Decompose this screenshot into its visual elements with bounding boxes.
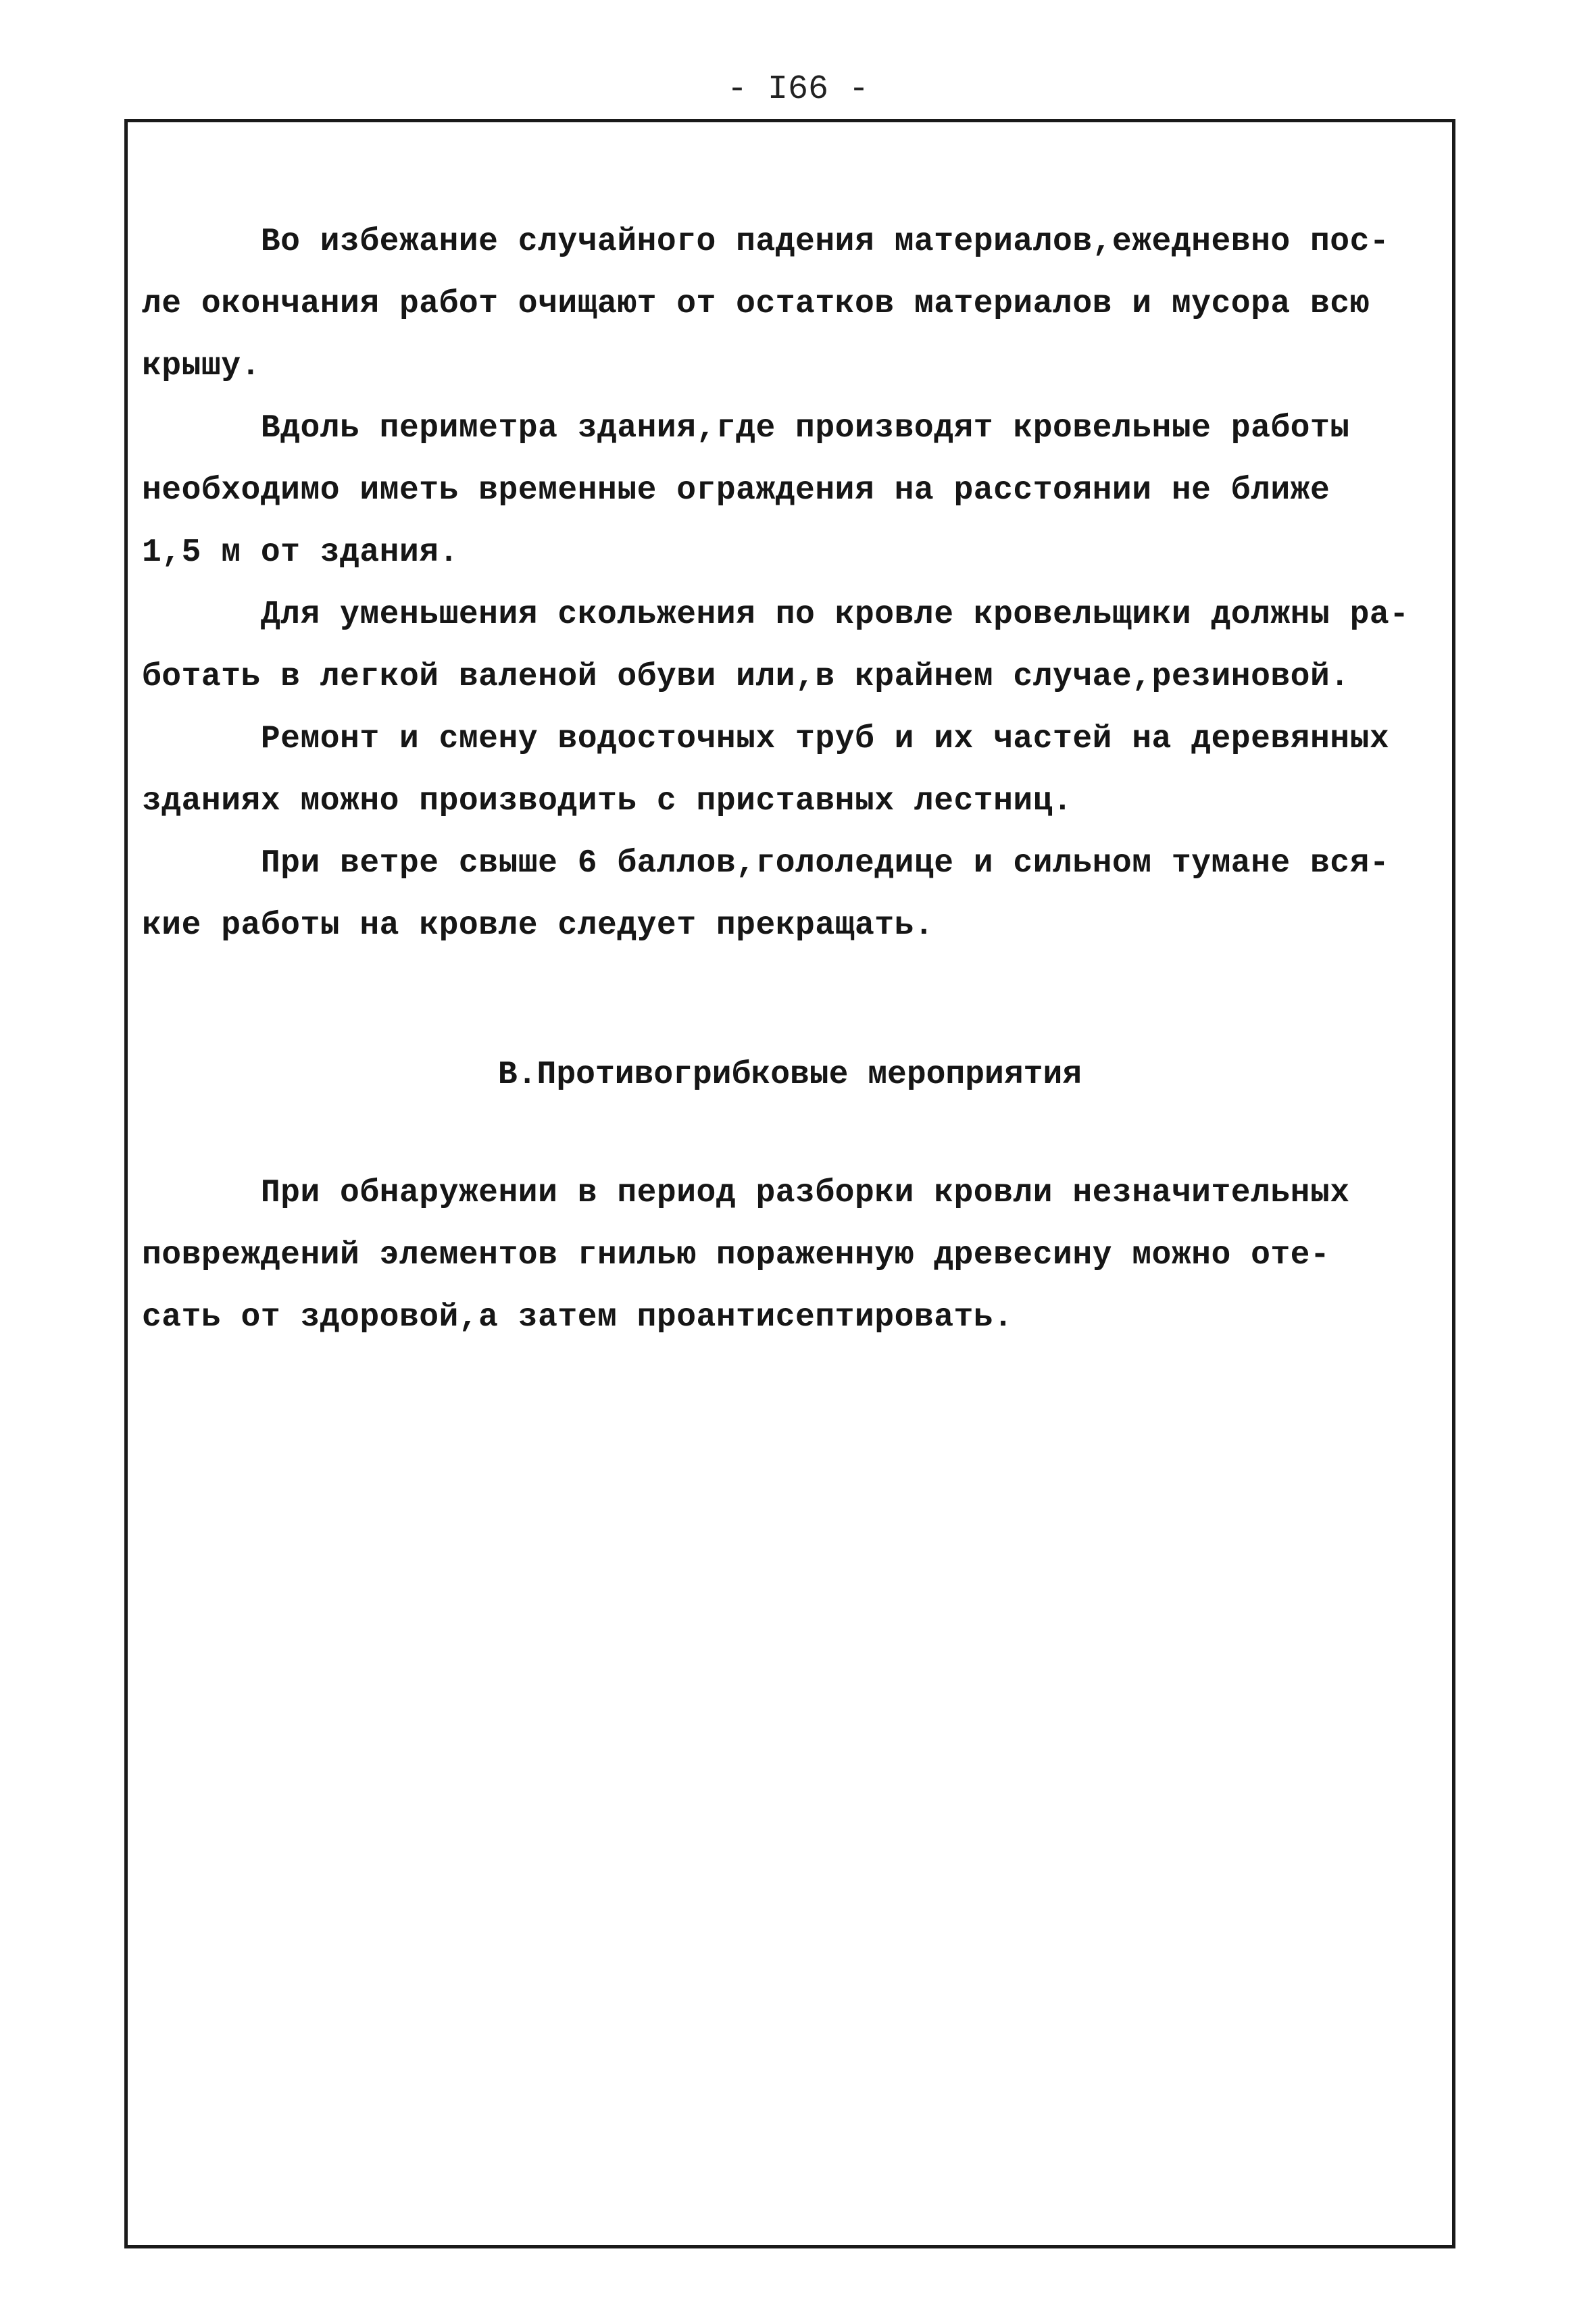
section-heading: В.Противогрибковые мероприятия bbox=[497, 1057, 1082, 1093]
paragraph-roof-cleaning bbox=[142, 211, 1453, 397]
text-line: сать от здоровой,а затем проантисептировать. bbox=[142, 1299, 1014, 1336]
text-line: При ветре свыше 6 баллов,гололедице и сильном тумане вся- bbox=[142, 845, 1390, 882]
text-line: Во избежание случайного падения материалов,ежедневно пос- bbox=[142, 224, 1390, 260]
text-line: 1,5 м от здания. bbox=[142, 534, 459, 571]
paragraph-weather-stop bbox=[142, 832, 1453, 957]
text-line: Для уменьшения скольжения по кровле кровельщики должны ра- bbox=[142, 597, 1410, 633]
paragraph-footwear bbox=[142, 584, 1453, 708]
text-line: необходимо иметь временные ограждения на расстоянии не ближе bbox=[142, 472, 1330, 509]
paragraph-perimeter-fencing bbox=[142, 397, 1453, 584]
text-line: ле окончания работ очищают от остатков материалов и мусора всю bbox=[142, 286, 1370, 322]
text-line: При обнаружении в период разборки кровли незначительных bbox=[142, 1175, 1350, 1211]
paragraph-drainpipe-repair bbox=[142, 708, 1453, 832]
text-line: ботать в легкой валеной обуви или,в крайнем случае,резиновой. bbox=[142, 659, 1350, 695]
page-number: - I66 - bbox=[726, 70, 870, 109]
text-line: крышу. bbox=[142, 348, 261, 384]
text-line: Ремонт и смену водосточных труб и их частей на деревянных bbox=[142, 721, 1390, 757]
text-line: кие работы на кровле следует прекращать. bbox=[142, 907, 934, 944]
text-line: повреждений элементов гнилью пораженную древесину можно оте- bbox=[142, 1237, 1330, 1274]
paragraph-antifungal bbox=[142, 1162, 1453, 1349]
text-line: зданиях можно производить с приставных лестниц. bbox=[142, 783, 1073, 820]
text-line: Вдоль периметра здания,где производят кровельные работы bbox=[142, 410, 1350, 447]
